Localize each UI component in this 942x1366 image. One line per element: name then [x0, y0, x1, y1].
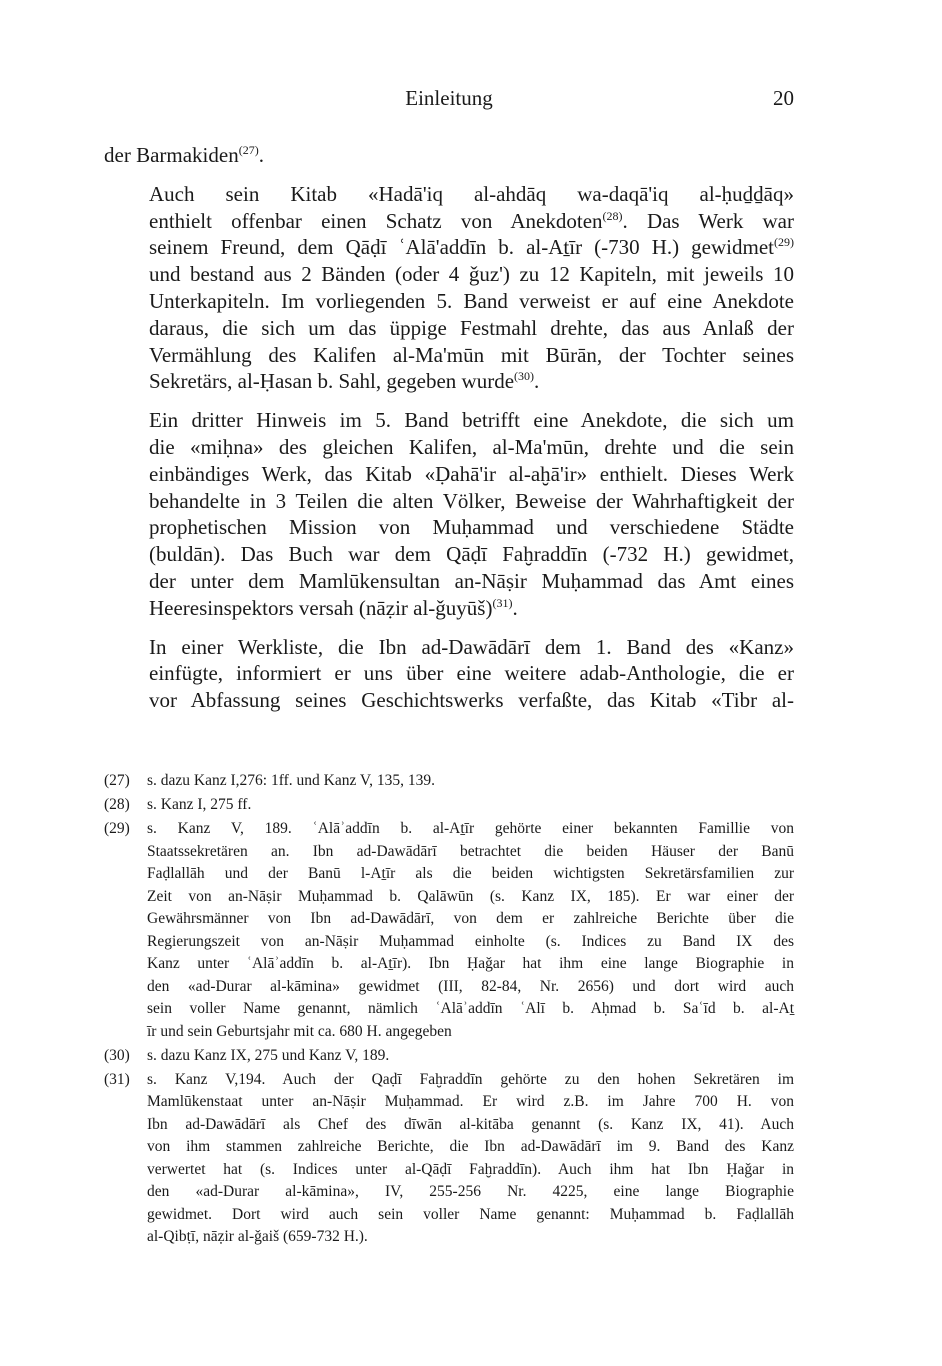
- footnote-line: den «ad-Durar al-kāmina» gewidmet (III, 82-84, Nr. 2656) und dort wird auch: [147, 977, 794, 995]
- footnote-27: [104, 770, 794, 793]
- paragraph-3: [104, 407, 794, 621]
- text-line: Sekretärs, al-Ḥasan b. Sahl, gegeben wurde$^{(30)}$.: [149, 369, 540, 394]
- text-line: der Barmakiden$^{(27)}$.: [104, 143, 264, 167]
- footnote-line: s. Kanz V, 189. ʿAlāʾaddīn b. al-Aṯīr gehörte einer bekannten Famillie von: [147, 820, 794, 837]
- paragraph-4: [104, 634, 794, 714]
- footnote-line: Staatssekretären an. Ibn ad-Dawādārī betrachtet die beiden Häuser der Banū: [147, 842, 794, 860]
- footnote-number: (31): [104, 1070, 130, 1088]
- text-line: prophetischen Mission von Muḥammad und verschiedene Städte: [149, 515, 794, 540]
- footnote-line: Ibn ad-Dawādārī als Chef des dīwān al-kitāba genannt (s. Kanz IX, 41). Auch: [147, 1115, 794, 1133]
- text-line: Vermählung des Kalifen al-Ma'mūn mit Būrān, der Tochter seines: [149, 342, 794, 367]
- text-line: enthielt offenbar einen Schatz von Anekdoten$^{(28)}$. Das Werk war: [149, 208, 794, 233]
- text-line: einfügte, informiert er uns über eine weitere adab-Anthologie, die er: [149, 661, 794, 686]
- text-line: der unter dem Mamlūkensultan an-Nāṣir Muḥammad das Amt eines: [149, 568, 794, 593]
- footnotes: [104, 770, 794, 1250]
- footnote-ref: (29): [774, 235, 794, 250]
- footnote-31: [104, 1069, 794, 1249]
- footnote-line: Regierungszeit von an-Nāṣir Muḥammad einholte (s. Indices zu Band IX des: [147, 932, 794, 950]
- footnote-number: (27): [104, 772, 130, 789]
- footnote-line: von ihm stammen zahlreiche Berichte, die Ibn ad-Dawādārī im 9. Band des Kanz: [147, 1138, 794, 1155]
- footnote-number: (28): [104, 796, 130, 813]
- page-number: 20: [773, 86, 794, 110]
- footnote-line: verwertet hat (s. Indices unter al-Qāḍī Faḫraddīn). Auch ihm hat Ibn Ḥaǧar in: [147, 1160, 794, 1178]
- footnote-line: s. Kanz V,194. Auch der Qaḍī Faḫraddīn gehörte zu den hohen Sekretären im: [147, 1070, 794, 1088]
- footnote-line: s. dazu Kanz IX, 275 und Kanz V, 189.: [147, 1046, 390, 1064]
- text-line: und bestand aus 2 Bänden (oder 4 ǧuz') zu 12 Kapiteln, mit jeweils 10: [149, 262, 794, 287]
- text-line: daraus, die sich um das üppige Festmahl drehte, das aus Anlaß der: [149, 315, 794, 340]
- footnote-line: īr und sein Geburtsjahr mit ca. 680 H. angegeben: [147, 1022, 452, 1040]
- page-header: [104, 86, 794, 114]
- footnote-30: [104, 1045, 794, 1068]
- text-line: die «miḥna» des gleichen Kalifen, al-Ma'mūn, drehte und die sein: [149, 434, 794, 459]
- text-line: Heeresinspektors versah (nāẓir al-ǧuyūš)$^{(31)}$.: [149, 595, 518, 620]
- text-line: Unterkapiteln. Im vorliegenden 5. Band verweist er auf eine Anekdote: [149, 288, 794, 313]
- footnote-ref: (27): [238, 143, 259, 157]
- footnote-line: Kanz unter ʿAlāʾaddīn b. al-Aṯīr). Ibn Ḥaǧar hat ihm eine lange Biographie in: [147, 955, 794, 972]
- text-line: Auch sein Kitab «Hadā'iq al-ahdāq wa-daqā'iq al-ḥuḏḏāq»: [149, 181, 794, 206]
- footnote-ref: (31): [492, 595, 513, 610]
- footnote-29: [104, 818, 794, 1043]
- paragraph-2: [104, 181, 794, 395]
- footnote-line: gewidmet. Dort wird auch sein voller Name genannt: Muḥammad b. Faḍlallāh: [147, 1205, 794, 1223]
- footnote-line: den «ad-Durar al-kāmina», IV, 255-256 Nr. 4225, eine lange Biographie: [147, 1183, 794, 1200]
- text-line: einbändiges Werk, das Kitab «Ḍahā'ir al-aḫā'ir» enthielt. Dieses Werk: [149, 461, 794, 486]
- footnote-line: Mamlūkenstaat unter an-Nāṣir Muḥammad. Er wird z.B. im Jahre 700 H. von: [147, 1093, 794, 1110]
- footnote-number: (29): [104, 820, 130, 837]
- footnote-ref: (30): [514, 369, 535, 384]
- footnote-line: al-Qibṭī, nāẓir al-ǧaiš (659-732 H.).: [147, 1228, 368, 1245]
- footnote-ref: (28): [602, 208, 623, 223]
- running-title: Einleitung: [405, 86, 493, 110]
- footnote-line: sein voller Name genannt, nämlich ʿAlāʾaddīn ʿAlī b. Aḥmad b. Saʿīd b. al-Aṯ: [147, 1000, 794, 1017]
- footnote-line: Gewährsmänner von Ibn ad-Dawādārī, von dem er zahlreiche Berichte über die: [147, 910, 794, 927]
- footnote-line: s. dazu Kanz I,276: 1ff. und Kanz V, 135, 139.: [147, 772, 435, 789]
- footnote-line: s. Kanz I, 275 ff.: [147, 796, 252, 813]
- paragraph-1: [104, 142, 794, 169]
- text-line: Ein dritter Hinweis im 5. Band betrifft eine Anekdote, die sich um: [149, 408, 794, 433]
- footnote-line: Faḍlallāh und der Banū l-Aṯīr als die beiden wichtigsten Sekretärsfamilien zur: [147, 865, 794, 882]
- footnote-line: Zeit von an-Nāṣir Muḥammad b. Qalāwūn (s. Kanz IX, 185). Er war einer der: [147, 887, 794, 905]
- text-line: seinem Freund, dem Qāḍī ʿAlā'addīn b. al-Aṯīr (-730 H.) gewidmet$^{(29)}$: [149, 235, 794, 260]
- text-line: (buldān). Das Buch war dem Qāḍī Faḫraddīn (-732 H.) gewidmet,: [149, 542, 794, 567]
- text-line: behandelte in 3 Teilen die alten Völker, Beweise der Wahrhaftigkeit der: [149, 488, 794, 513]
- text-line: In einer Werkliste, die Ibn ad-Dawādārī dem 1. Band des «Kanz»: [149, 634, 794, 659]
- text-line: vor Abfassung seines Geschichtswerks verfaßte, das Kitab «Tibr al-: [149, 688, 794, 713]
- footnote-number: (30): [104, 1046, 130, 1064]
- body-text: [104, 142, 794, 714]
- footnote-28: [104, 794, 794, 817]
